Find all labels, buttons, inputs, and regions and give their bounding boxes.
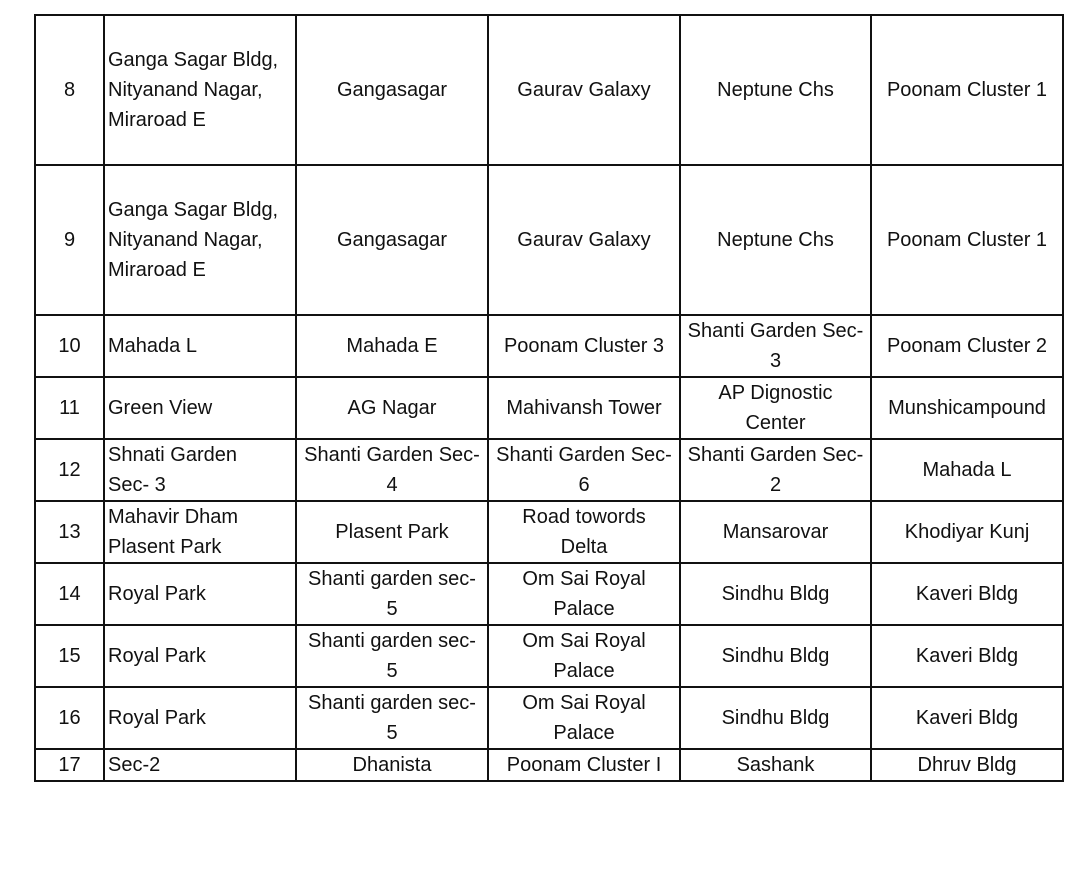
cell-text-line: Neptune Chs <box>717 79 834 101</box>
cell-text-line: Poonam Cluster 2 <box>886 335 1048 357</box>
area-cell <box>680 439 871 501</box>
cell-text-line: Sindhu Bldg <box>721 645 830 667</box>
cell-text-line: Plasent Park <box>108 536 222 558</box>
cell-text-line: Delta <box>560 536 608 558</box>
cell-text-line: Dhanista <box>352 754 432 776</box>
area-cell <box>296 563 488 625</box>
cell-text-line: Royal Park <box>108 645 206 667</box>
row-number-cell: 14 <box>35 563 104 625</box>
area-cell <box>871 749 1063 781</box>
cell-text-line: Road towords <box>522 506 646 528</box>
cell-text-line: Mahavir Dham <box>108 506 239 528</box>
area-cell <box>871 563 1063 625</box>
table-row <box>35 377 1063 439</box>
cell-text-line: Nityanand Nagar, <box>108 79 263 101</box>
area-cell <box>680 563 871 625</box>
cell-text-line: Mansarovar <box>722 521 829 543</box>
area-cell <box>296 377 488 439</box>
area-cell <box>680 625 871 687</box>
location-cell <box>104 315 296 377</box>
cell-text-line: 5 <box>386 722 398 744</box>
cell-text-line: Plasent Park <box>335 521 449 543</box>
cell-text-line: Kaveri Bldg <box>915 583 1019 605</box>
location-cell <box>104 625 296 687</box>
cell-text-line: Om Sai Royal <box>522 692 646 714</box>
area-cell <box>296 749 488 781</box>
cell-text-line: 4 <box>386 474 398 496</box>
cell-text-line: Kaveri Bldg <box>915 707 1019 729</box>
cell-text-line: Nityanand Nagar, <box>108 229 263 251</box>
cell-text-line: Poonam Cluster 1 <box>886 229 1048 251</box>
row-number-cell: 9 <box>35 165 104 315</box>
cell-text-line: Center <box>745 412 806 434</box>
area-cell <box>488 165 680 315</box>
location-cell <box>104 563 296 625</box>
cell-text-line: Gangasagar <box>336 79 448 101</box>
row-number-cell: 15 <box>35 625 104 687</box>
area-cell <box>488 687 680 749</box>
cell-text-line: Om Sai Royal <box>522 568 646 590</box>
cell-text-line: Sindhu Bldg <box>721 583 830 605</box>
area-cell <box>488 749 680 781</box>
area-cell <box>680 315 871 377</box>
area-cell <box>488 563 680 625</box>
area-cell <box>488 625 680 687</box>
cell-text-line: Shanti Garden Sec- <box>687 444 864 466</box>
cell-text-line: Miraroad E <box>108 259 206 281</box>
cell-text-line: Poonam Cluster 3 <box>503 335 665 357</box>
cell-text-line: 3 <box>769 350 782 372</box>
area-cell <box>488 439 680 501</box>
cell-text-line: Ganga Sagar Bldg, <box>108 199 279 221</box>
cell-text-line: Mahada L <box>922 459 1012 481</box>
cell-text-line: Dhruv Bldg <box>917 754 1017 776</box>
row-number-cell: 16 <box>35 687 104 749</box>
cell-text-line: Poonam Cluster I <box>506 754 662 776</box>
area-cell <box>871 165 1063 315</box>
area-cell <box>488 377 680 439</box>
table-body <box>35 15 1063 781</box>
cell-text-line: Sec- 3 <box>108 474 166 496</box>
table-row <box>35 687 1063 749</box>
location-cell <box>104 377 296 439</box>
cell-text-line: Munshicampound <box>888 397 1046 419</box>
location-cell <box>104 687 296 749</box>
area-cell <box>680 501 871 563</box>
cell-text-line: Shanti garden sec- <box>308 630 476 652</box>
area-cell <box>871 501 1063 563</box>
area-cell <box>680 749 871 781</box>
schedule-table <box>34 14 1064 782</box>
area-cell <box>488 315 680 377</box>
table-row <box>35 563 1063 625</box>
cell-text-line: Khodiyar Kunj <box>904 521 1030 543</box>
cell-text-line: Shanti Garden Sec- <box>496 444 672 466</box>
cell-text-line: Kaveri Bldg <box>915 645 1019 667</box>
cell-text-line: Sashank <box>736 754 815 776</box>
cell-text-line: Poonam Cluster 1 <box>886 79 1048 101</box>
cell-text-line: Om Sai Royal <box>522 630 646 652</box>
cell-text-line: Ganga Sagar Bldg, <box>108 49 279 71</box>
cell-text-line: Shanti garden sec- <box>308 692 476 714</box>
area-cell <box>296 501 488 563</box>
cell-text-line: Gangasagar <box>336 229 448 251</box>
cell-text-line: Gaurav Galaxy <box>517 79 651 101</box>
row-number-cell: 8 <box>35 15 104 165</box>
cell-text-line: Royal Park <box>108 707 206 729</box>
area-cell <box>296 439 488 501</box>
cell-text-line: 2 <box>769 474 782 496</box>
cell-text-line: AG Nagar <box>347 397 437 419</box>
cell-text-line: Shanti garden sec- <box>308 568 476 590</box>
location-cell <box>104 501 296 563</box>
area-cell <box>871 439 1063 501</box>
cell-text-line: Mahada E <box>346 335 438 357</box>
location-cell <box>104 439 296 501</box>
area-cell <box>871 377 1063 439</box>
area-cell <box>680 15 871 165</box>
table-row <box>35 439 1063 501</box>
area-cell <box>488 15 680 165</box>
area-cell <box>296 687 488 749</box>
cell-text-line: Neptune Chs <box>717 229 834 251</box>
cell-text-line: Green View <box>108 397 213 419</box>
table-row <box>35 315 1063 377</box>
area-cell <box>296 165 488 315</box>
area-cell <box>296 315 488 377</box>
table-row <box>35 165 1063 315</box>
area-cell <box>871 687 1063 749</box>
location-cell <box>104 165 296 315</box>
cell-text-line: 5 <box>386 660 398 682</box>
table-row <box>35 15 1063 165</box>
table-row <box>35 625 1063 687</box>
cell-text-line: Shanti Garden Sec- <box>687 320 864 342</box>
cell-text-line: Sec-2 <box>108 754 161 776</box>
cell-text-line: Mahivansh Tower <box>506 397 662 419</box>
cell-text-line: Sindhu Bldg <box>721 707 830 729</box>
cell-text-line: Palace <box>553 598 615 620</box>
cell-text-line: Palace <box>553 722 615 744</box>
row-number-cell: 10 <box>35 315 104 377</box>
cell-text-line: 6 <box>578 474 590 496</box>
area-cell <box>296 15 488 165</box>
area-cell <box>871 625 1063 687</box>
row-number-cell: 12 <box>35 439 104 501</box>
table-row <box>35 501 1063 563</box>
area-cell <box>871 315 1063 377</box>
cell-text-line: Shnati Garden <box>108 444 237 466</box>
cell-text-line: Gaurav Galaxy <box>517 229 651 251</box>
row-number-cell: 17 <box>35 749 104 781</box>
area-cell <box>488 501 680 563</box>
location-cell <box>104 749 296 781</box>
cell-text-line: Shanti Garden Sec- <box>304 444 480 466</box>
row-number-cell: 13 <box>35 501 104 563</box>
cell-text-line: Miraroad E <box>108 109 206 131</box>
row-number-cell: 11 <box>35 377 104 439</box>
cell-text-line: Royal Park <box>108 583 206 605</box>
table-row <box>35 749 1063 781</box>
area-cell <box>871 15 1063 165</box>
area-cell <box>680 377 871 439</box>
area-cell <box>680 165 871 315</box>
cell-text-line: 5 <box>386 598 398 620</box>
area-cell <box>680 687 871 749</box>
cell-text-line: AP Dignostic <box>718 382 833 404</box>
area-cell <box>296 625 488 687</box>
cell-text-line: Palace <box>553 660 615 682</box>
cell-text-line: Mahada L <box>108 335 197 357</box>
location-cell <box>104 15 296 165</box>
